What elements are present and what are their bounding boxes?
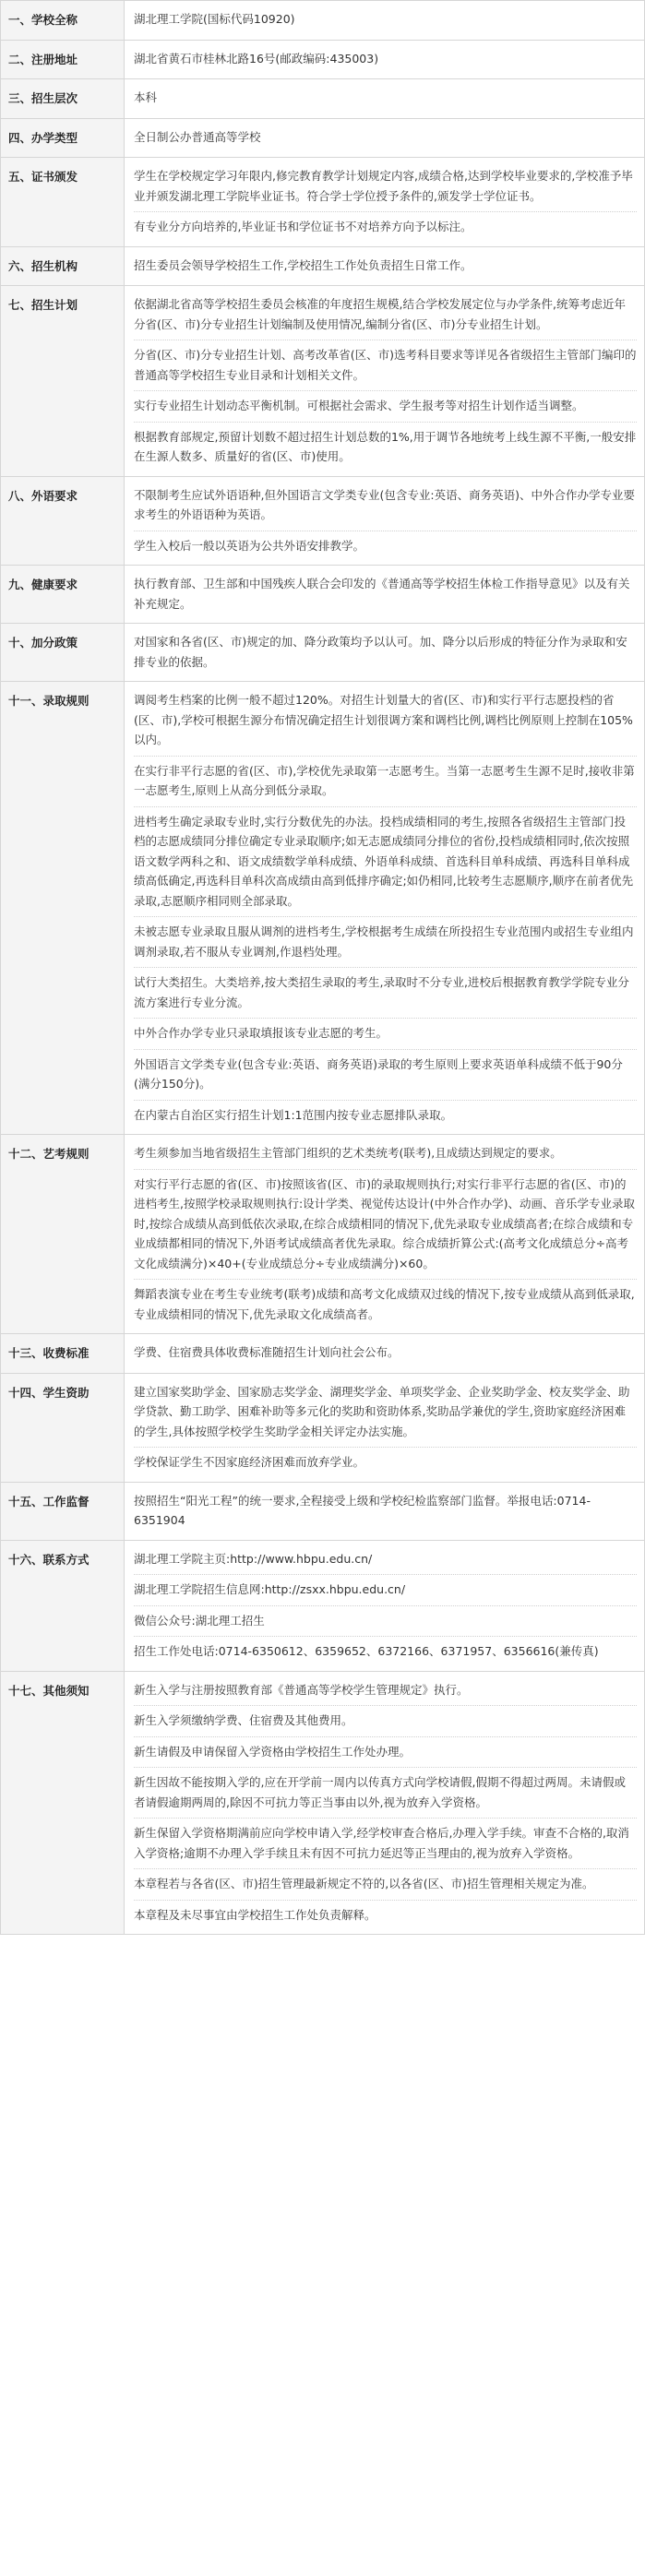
- charter-rows: [1, 1, 645, 1935]
- row-paragraph: 中外合作办学专业只录取填报该专业志愿的考生。: [134, 1019, 637, 1050]
- row-paragraph: 分省(区、市)分专业招生计划、高考改革省(区、市)选考科目要求等详见各省级招生主管部门编印的普通高等学校招生专业目录和计划相关文件。: [134, 340, 637, 391]
- row-paragraph: 微信公众号:湖北理工招生: [134, 1606, 637, 1638]
- row-content: [125, 1671, 645, 1935]
- charter-row: [1, 1135, 645, 1334]
- row-content: [125, 566, 645, 624]
- row-paragraph: 外国语言文学类专业(包含专业:英语、商务英语)录取的考生原则上要求英语单科成绩不低于90分(满分150分)。: [134, 1050, 637, 1101]
- row-content: [125, 79, 645, 119]
- row-paragraph: 实行专业招生计划动态平衡机制。可根据社会需求、学生报考等对招生计划作适当调整。: [134, 391, 637, 423]
- charter-row: [1, 246, 645, 286]
- charter-row: [1, 1334, 645, 1374]
- row-paragraph: 在内蒙古自治区实行招生计划1:1范围内按专业志愿排队录取。: [134, 1107, 453, 1122]
- row-paragraph: 本章程若与各省(区、市)招生管理最新规定不符的,以各省(区、市)招生管理相关规定为准。: [134, 1869, 637, 1901]
- charter-row: [1, 158, 645, 247]
- row-paragraph: 湖北理工学院主页:http://www.hbpu.edu.cn/: [134, 1544, 637, 1576]
- row-paragraph: 依据湖北省高等学校招生委员会核准的年度招生规模,结合学校发展定位与办学条件,统筹考虑近年分省(区、市)分专业招生计划编制及使用情况,编制分省(区、市)分专业招生计划。: [134, 290, 637, 340]
- row-paragraph: 未被志愿专业录取且服从调剂的进档考生,学校根据考生成绩在所投招生专业范围内或招生专业组内调剂录取,若不服从专业调剂,作退档处理。: [134, 917, 637, 968]
- row-paragraph: 新生保留入学资格期满前应向学校申请入学,经学校审查合格后,办理入学手续。审查不合格的,取消入学资格;逾期不办理入学手续且未有因不可抗力延迟等正当理由的,视为放弃入学资格。: [134, 1819, 637, 1869]
- row-paragraph: 招生委员会领导学校招生工作,学校招生工作处负责招生日常工作。: [134, 257, 472, 272]
- row-content: [125, 624, 645, 682]
- row-label: 十七、其他须知: [1, 1671, 125, 1935]
- charter-row: [1, 286, 645, 477]
- row-paragraph: 按照招生“阳光工程”的统一要求,全程接受上级和学校纪检监察部门监督。举报电话:0714-6351904: [134, 1493, 591, 1527]
- row-content: [125, 286, 645, 477]
- row-label: 十一、录取规则: [1, 682, 125, 1135]
- row-paragraph: 全日制公办普通高等学校: [134, 129, 261, 144]
- row-content: [125, 1482, 645, 1540]
- row-paragraph: 本章程及未尽事宜由学校招生工作处负责解释。: [134, 1907, 376, 1922]
- row-content: [125, 1373, 645, 1482]
- row-label: 十五、工作监督: [1, 1482, 125, 1540]
- row-paragraph: 试行大类招生。大类培养,按大类招生录取的考生,录取时不分专业,进校后根据教育教学学院专业分流方案进行专业分流。: [134, 968, 637, 1019]
- charter-row: [1, 624, 645, 682]
- row-paragraph: 新生因故不能按期入学的,应在开学前一周内以传真方式向学校请假,假期不得超过两周。未请假或者请假逾期两周的,除因不可抗力等正当事由以外,视为放弃入学资格。: [134, 1768, 637, 1819]
- row-content: [125, 40, 645, 79]
- row-paragraph: 学费、住宿费具体收费标准随招生计划向社会公布。: [134, 1345, 400, 1359]
- row-content: [125, 246, 645, 286]
- row-content: [125, 682, 645, 1135]
- charter-row: [1, 476, 645, 566]
- row-label: 七、招生计划: [1, 286, 125, 477]
- row-paragraph: 执行教育部、卫生部和中国残疾人联合会印发的《普通高等学校招生体检工作指导意见》以及有关补充规定。: [134, 577, 630, 611]
- row-paragraph: 根据教育部规定,预留计划数不超过招生计划总数的1%,用于调节各地统考上线生源不平衡,一般安排在生源人数多、质量好的省(区、市)使用。: [134, 429, 637, 463]
- row-label: 十二、艺考规则: [1, 1135, 125, 1334]
- row-paragraph: 调阅考生档案的比例一般不超过120%。对招生计划量大的省(区、市)和实行平行志愿投档的省(区、市),学校可根据生源分布情况确定招生计划很调方案和调档比例,调档比例原则上控制在105%以内。: [134, 686, 637, 757]
- charter-row: [1, 682, 645, 1135]
- row-paragraph: 对实行平行志愿的省(区、市)按照该省(区、市)的录取规则执行;对实行非平行志愿的省(区、市)的进档考生,按照学校录取规则执行:设计学类、视觉传达设计(中外合作办学)、动画、音乐学专业录取时,按综合成绩从高到低依次录取,在综合成绩相同的情况下,优先录取专业成绩高者;在综合成绩和专业成绩都相同的情况下,外语考试成绩高者优先录取。综合成绩折算公式:(高考文化成绩总分÷高考文化成绩满分)×40+(专业成绩总分÷专业成绩满分)×60。: [134, 1170, 637, 1281]
- charter-row: [1, 1540, 645, 1671]
- row-paragraph: 新生入学与注册按照教育部《普通高等学校学生管理规定》执行。: [134, 1676, 637, 1707]
- row-paragraph: 湖北理工学院招生信息网:http://zsxx.hbpu.edu.cn/: [134, 1575, 637, 1606]
- row-paragraph: 新生请假及申请保留入学资格由学校招生工作处办理。: [134, 1737, 637, 1769]
- row-label: 十三、收费标准: [1, 1334, 125, 1374]
- row-label: 八、外语要求: [1, 476, 125, 566]
- row-content: [125, 1540, 645, 1671]
- row-paragraph: 进档考生确定录取专业时,实行分数优先的办法。投档成绩相同的考生,按照各省级招生主管部门投档的志愿成绩同分排位确定专业录取顺序;如无志愿成绩同分排位的省份,投档成绩相同时,依次按照语文数学两科之和、语文成绩数学单科成绩、外语单科成绩、首选科目单科成绩、再选科目单科成绩高低确定,再选科目单科次高成绩由高到低排序确定;如仍相同,比较考生志愿顺序,顺序在前者优先录取,志愿顺序相同则全部录取。: [134, 807, 637, 918]
- row-content: [125, 1334, 645, 1374]
- charter-row: [1, 40, 645, 79]
- row-label: 二、注册地址: [1, 40, 125, 79]
- row-label: 十四、学生资助: [1, 1373, 125, 1482]
- charter-row: [1, 1373, 645, 1482]
- charter-row: [1, 1671, 645, 1935]
- row-paragraph: 对国家和各省(区、市)规定的加、降分政策均予以认可。加、降分以后形成的特征分作为录取和安排专业的依据。: [134, 635, 627, 669]
- row-paragraph: 舞蹈表演专业在考生专业统考(联考)成绩和高考文化成绩双过线的情况下,按专业成绩从高到低录取,专业成绩相同的情况下,优先录取文化成绩高者。: [134, 1287, 635, 1321]
- row-paragraph: 本科: [134, 90, 158, 104]
- row-paragraph: 学生在学校规定学习年限内,修完教育教学计划规定内容,成绩合格,达到学校毕业要求的,学校准予毕业并颁发湖北理工学院毕业证书。符合学士学位授予条件的,颁发学士学位证书。: [134, 161, 637, 212]
- row-content: [125, 118, 645, 158]
- row-label: 四、办学类型: [1, 118, 125, 158]
- row-paragraph: 新生入学须缴纳学费、住宿费及其他费用。: [134, 1706, 637, 1737]
- row-paragraph: 湖北省黄石市桂林北路16号(邮政编码:435003): [134, 51, 379, 66]
- row-content: [125, 476, 645, 566]
- row-paragraph: 在实行非平行志愿的省(区、市),学校优先录取第一志愿考生。当第一志愿考生生源不足时,接收非第一志愿考生,原则上从高分到低分录取。: [134, 757, 637, 807]
- row-paragraph: 建立国家奖助学金、国家励志奖学金、湖理奖学金、单项奖学金、企业奖助学金、校友奖学金、助学贷款、勤工助学、困难补助等多元化的奖助和资助体系,奖助品学兼优的学生,资助家庭经济困难的学生,具体按照学校学生奖助学金相关评定办法实施。: [134, 1377, 637, 1449]
- row-content: [125, 1, 645, 41]
- row-paragraph: 学校保证学生不因家庭经济困难而放弃学业。: [134, 1455, 365, 1469]
- row-paragraph: 有专业分方向培养的,毕业证书和学位证书不对培养方向予以标注。: [134, 220, 472, 233]
- row-label: 五、证书颁发: [1, 158, 125, 247]
- row-paragraph: 招生工作处电话:0714-6350612、6359652、6372166、6371957、6356616(兼传真): [134, 1644, 599, 1658]
- row-label: 三、招生层次: [1, 79, 125, 119]
- charter-row: [1, 79, 645, 119]
- row-label: 十六、联系方式: [1, 1540, 125, 1671]
- row-content: [125, 158, 645, 247]
- row-paragraph: 湖北理工学院(国标代码10920): [134, 12, 295, 26]
- charter-row: [1, 1482, 645, 1540]
- row-paragraph: 学生入校后一般以英语为公共外语安排教学。: [134, 538, 365, 553]
- row-paragraph: 考生须参加当地省级招生主管部门组织的艺术类统考(联考),且成绩达到规定的要求。: [134, 1139, 637, 1170]
- charter-row: [1, 118, 645, 158]
- charter-row: [1, 1, 645, 41]
- row-label: 一、学校全称: [1, 1, 125, 41]
- charter-row: [1, 566, 645, 624]
- row-content: [125, 1135, 645, 1334]
- row-label: 六、招生机构: [1, 246, 125, 286]
- row-label: 十、加分政策: [1, 624, 125, 682]
- row-label: 九、健康要求: [1, 566, 125, 624]
- row-paragraph: 不限制考生应试外语语种,但外国语言文学类专业(包含专业:英语、商务英语)、中外合作办学专业要求考生的外语语种为英语。: [134, 481, 637, 531]
